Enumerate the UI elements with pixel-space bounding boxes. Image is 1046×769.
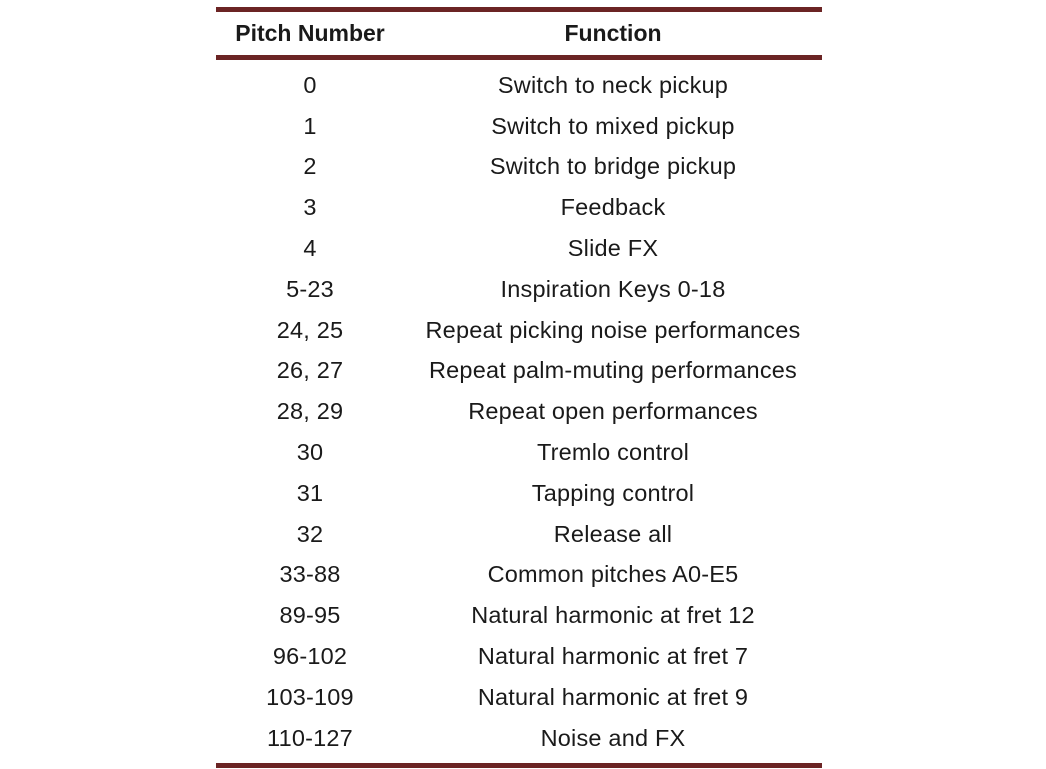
pitch-function-table [216, 7, 822, 768]
table-row [216, 65, 822, 106]
pitch-cell: 1 [303, 112, 317, 139]
function-cell: Common pitches A0-E5 [487, 561, 739, 588]
pitch-cell: 2 [303, 153, 317, 180]
function-cell: Slide FX [567, 235, 659, 262]
function-cell: Repeat open performances [468, 398, 758, 425]
function-cell: Tapping control [531, 479, 695, 506]
table-row [216, 106, 822, 147]
table-row [216, 391, 822, 432]
pitch-cell: 3 [303, 194, 317, 221]
table-body [216, 60, 822, 763]
table-row [216, 269, 822, 310]
pitch-cell: 89-95 [279, 602, 341, 629]
table-row [216, 677, 822, 718]
pitch-cell: 24, 25 [276, 316, 344, 343]
pitch-cell: 28, 29 [276, 398, 344, 425]
function-cell: Feedback [560, 194, 666, 221]
table-header-row [216, 12, 822, 55]
function-cell: Tremlo control [536, 439, 690, 466]
table-row [216, 555, 822, 596]
table-row [216, 718, 822, 759]
pitch-cell: 5-23 [286, 275, 334, 302]
table-row [216, 514, 822, 555]
table-row [216, 351, 822, 392]
function-cell: Natural harmonic at fret 7 [477, 643, 749, 670]
pitch-cell: 33-88 [279, 561, 341, 588]
pitch-cell: 110-127 [267, 724, 353, 751]
pitch-cell: 26, 27 [276, 357, 344, 384]
pitch-cell: 96-102 [272, 643, 348, 670]
function-cell: Natural harmonic at fret 12 [471, 602, 755, 629]
pitch-cell: 31 [296, 479, 324, 506]
pitch-cell: 103-109 [266, 683, 354, 710]
table-row [216, 310, 822, 351]
table-row [216, 636, 822, 677]
table-row [216, 228, 822, 269]
pitch-cell: 0 [303, 71, 317, 98]
function-cell: Switch to bridge pickup [489, 153, 737, 180]
function-cell: Repeat picking noise performances [425, 316, 801, 343]
function-cell: Release all [553, 520, 673, 547]
pitch-cell: 4 [303, 235, 317, 262]
function-cell: Inspiration Keys 0-18 [500, 275, 726, 302]
table-row [216, 595, 822, 636]
pitch-cell: 30 [296, 439, 324, 466]
table-bottom-rule [216, 763, 822, 768]
function-cell: Noise and FX [540, 724, 686, 751]
pitch-cell: 32 [296, 520, 324, 547]
table-row [216, 187, 822, 228]
header-function: Function [564, 20, 662, 46]
table-row [216, 473, 822, 514]
function-cell: Repeat palm-muting performances [428, 357, 797, 384]
function-cell: Natural harmonic at fret 9 [477, 683, 749, 710]
function-cell: Switch to mixed pickup [491, 112, 735, 139]
table-row [216, 147, 822, 188]
function-cell: Switch to neck pickup [497, 71, 729, 98]
header-pitch-number: Pitch Number [235, 20, 385, 46]
table-row [216, 432, 822, 473]
